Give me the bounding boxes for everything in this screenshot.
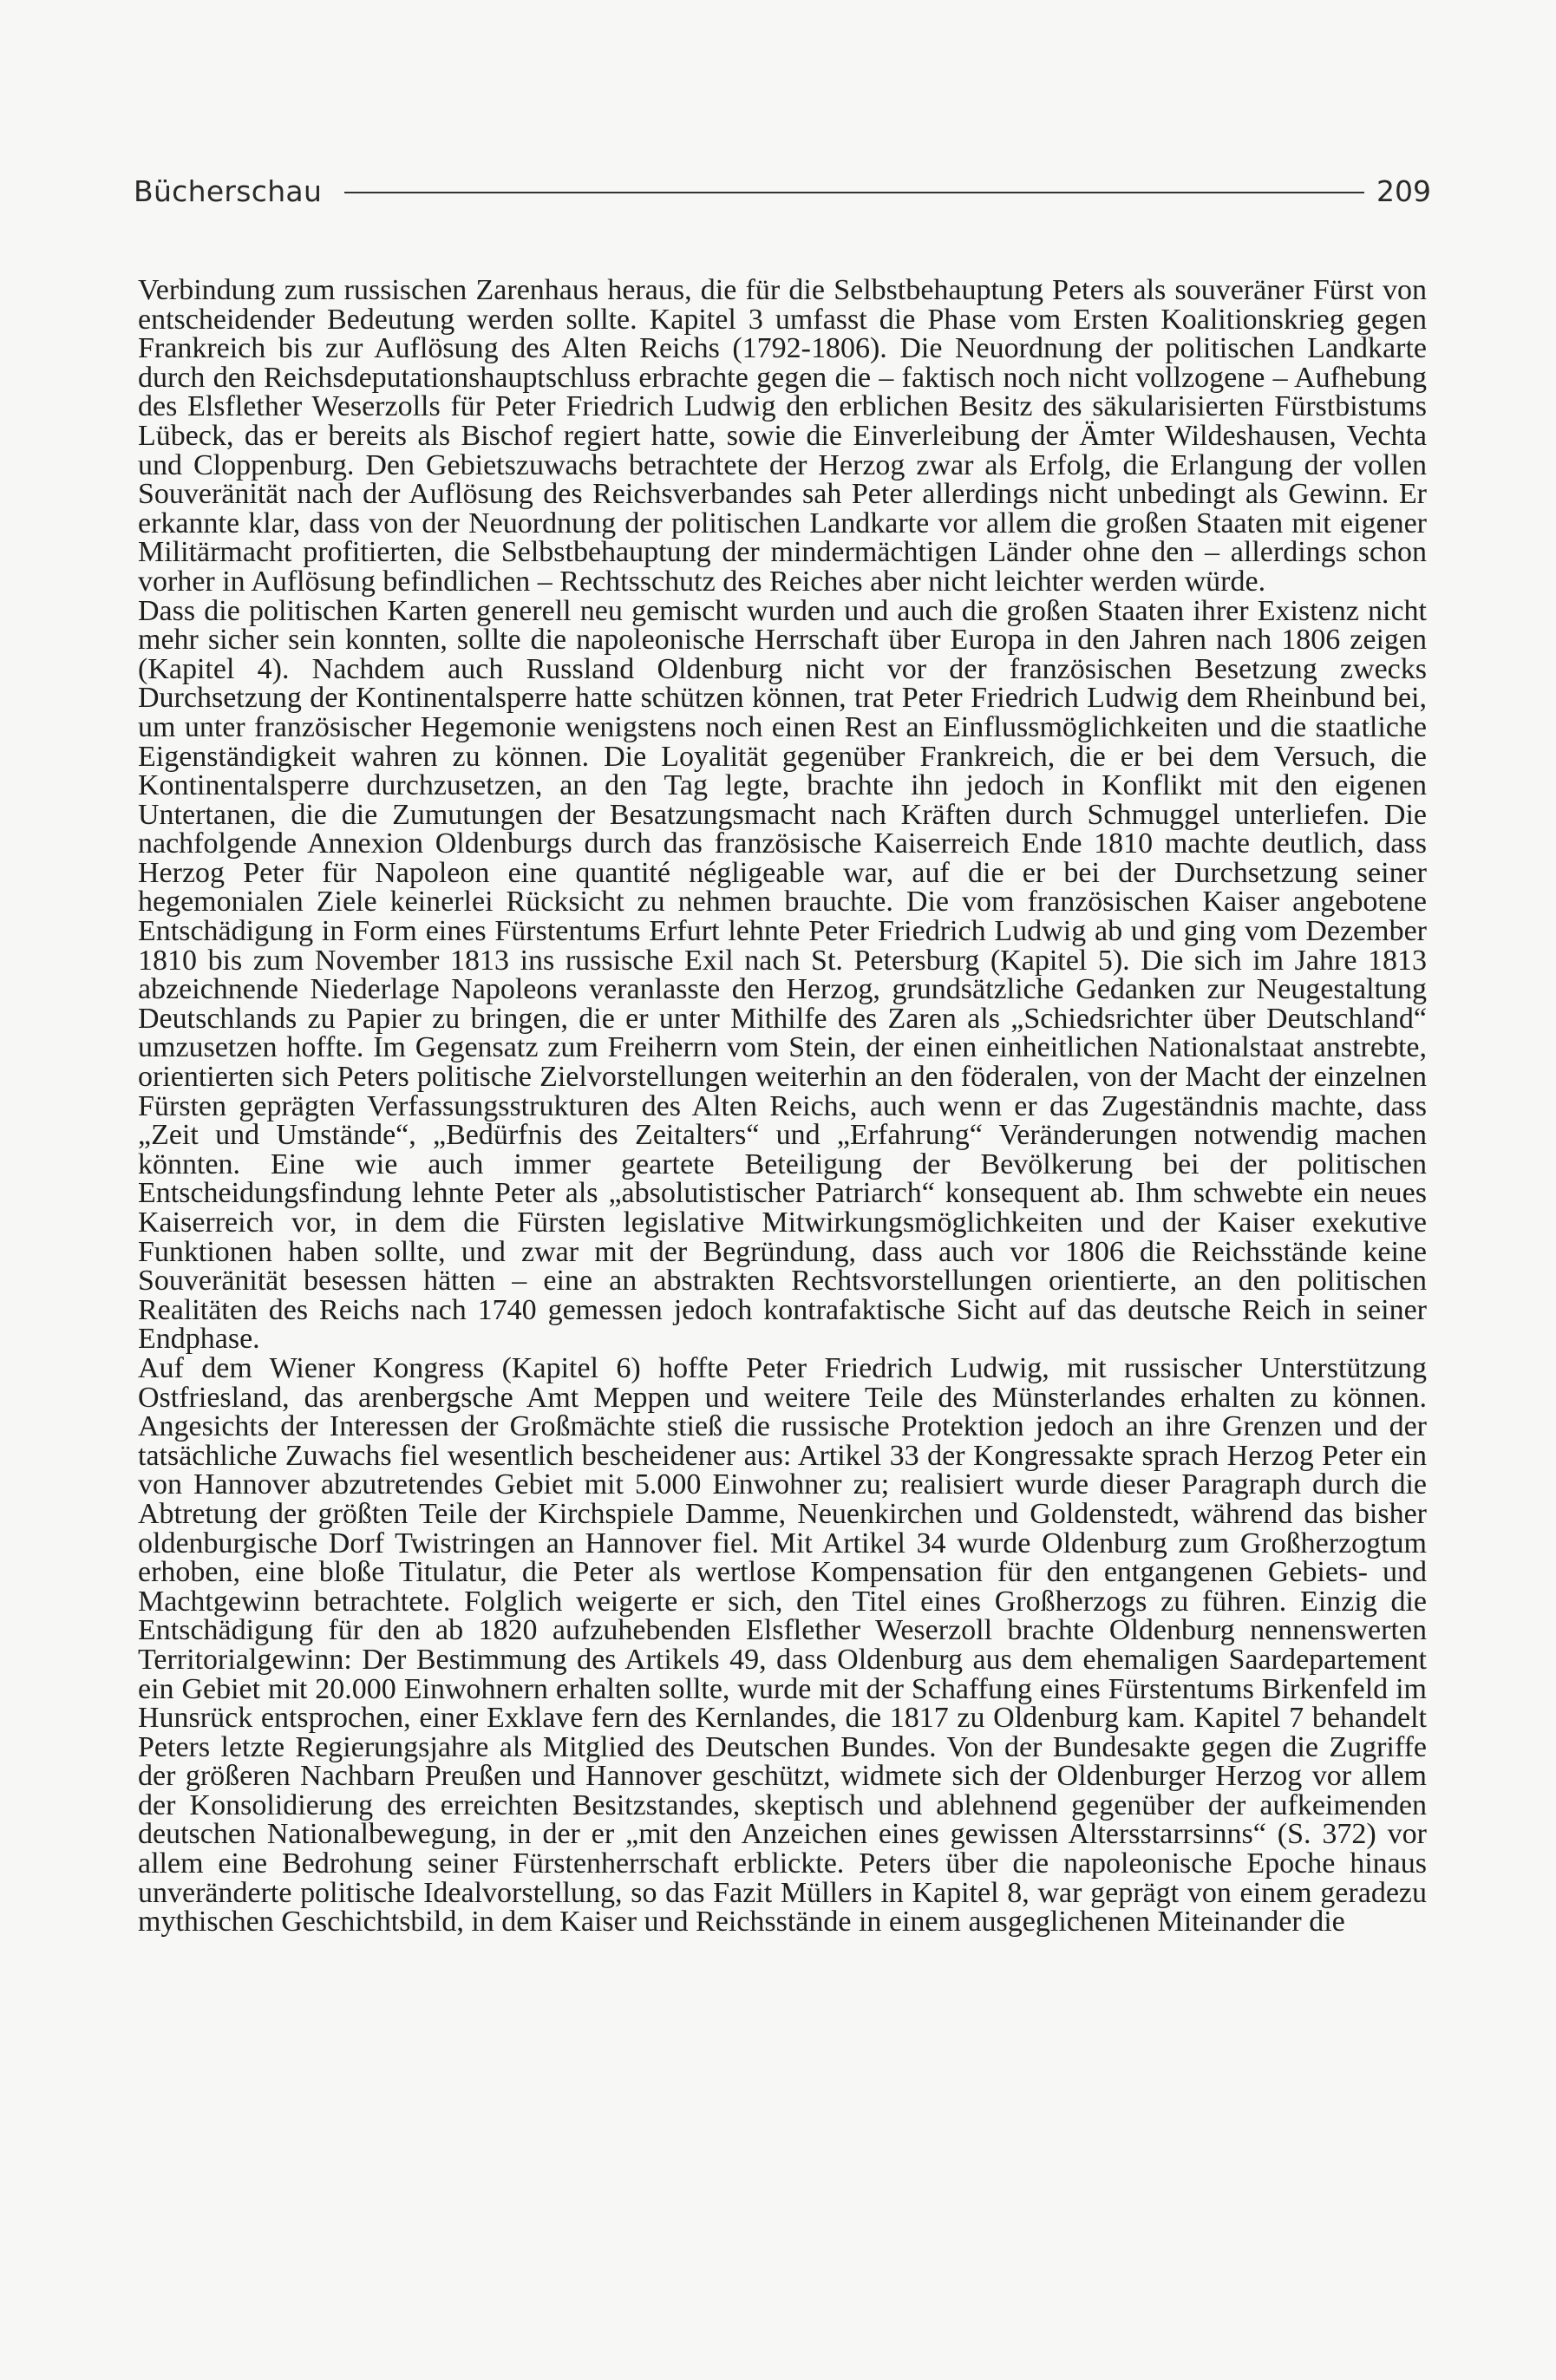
paragraph-2: Dass die politischen Karten generell neu gemischt wurden und auch die großen Staaten ihrer Existenz nicht mehr sicher sein konnten, sollte die napoleonische Herrschaft über Europa in den Jahren nach 1806 zeigen (Kapitel 4). Nachdem auch Russland Oldenburg nicht vor der französischen Besetzung zwecks Durchsetzung der Kontinentalsperre hatte schützen können, trat Peter Friedrich Ludwig dem Rheinbund bei, um unter französischer Hegemonie wenigstens noch einen Rest an Einflussmöglichkeiten und die staatliche Eigenständigkeit wahren zu können. Die Loyalität gegenüber Frankreich, die er bei dem Versuch, die Kontinentalsperre durchzusetzen, an den Tag legte, brachte ihn jedoch in Konflikt mit den eigenen Untertanen, die die Zumutungen der Besatzungsmacht nach Kräften durch Schmuggel unterliefen. Die nachfolgende Annexion Oldenburgs durch das französische Kaiserreich Ende 1810 machte deutlich, dass Herzog Peter für Napoleon eine quantité négligeable war, auf die er bei der Durchsetzung seiner hegemonialen Ziele keinerlei Rücksicht zu nehmen brauchte. Die vom französischen Kaiser angebotene Entschädigung in Form eines Fürstentums Erfurt lehnte Peter Friedrich Ludwig ab und ging vom Dezember 1810 bis zum November 1813 ins russische Exil nach St. Petersburg (Kapitel 5). Die sich im Jahre 1813 abzeichnende Niederlage Napoleons veranlasste den Herzog, grundsätzliche Gedanken zur Neugestaltung Deutschlands zu Papier zu bringen, die er unter Mithilfe des Zaren als „Schiedsrichter über Deutschland“ umzusetzen hoffte. Im Gegensatz zum Freiherrn vom Stein, der einen einheitlichen Nationalstaat anstrebte, orientierten sich Peters politische Zielvorstellungen weiterhin an den föderalen, von der Macht der einzelnen Fürsten geprägten Verfassungsstrukturen des Alten Reichs, auch wenn er das Zugeständnis machte, dass „Zeit und Umstände“, „Bedürfnis des Zeitalters“ und „Erfahrung“ Veränderungen notwendig machen könnten. Eine wie auch immer geartete Beteiligung der Bevölkerung bei der politischen Entscheidungsfindung lehnte Peter als „absolutistischer Patriarch“ konsequent ab. Ihm schwebte ein neues Kaiserreich vor, in dem die Fürsten legislative Mitwirkungsmöglichkeiten und der Kaiser exekutive Funktionen haben sollte, und zwar mit der Begründung, dass auch vor 1806 die Reichsstände keine Souveränität besessen hätten – eine an abstrakten Rechtsvorstellungen orientierte, an den politischen Realitäten des Reichs nach 1740 gemessen jedoch kontrafaktische Sicht auf das deutsche Reich in seiner Endphase. [138,594,1427,1356]
page-number: 209 [1376,173,1431,208]
paragraph-3: Auf dem Wiener Kongress (Kapitel 6) hoffte Peter Friedrich Ludwig, mit russischer Unterstützung Ostfriesland, das arenbergsche Amt Meppen und weitere Teile des Münsterlandes erhalten zu können. Angesichts der Interessen der Großmächte stieß die russische Protektion jedoch an ihre Grenzen und der tatsächliche Zuwachs fiel wesentlich bescheidener aus: Artikel 33 der Kongressakte sprach Herzog Peter ein von Hannover abzutretendes Gebiet mit 5.000 Einwohner zu; realisiert wurde dieser Paragraph durch die Abtretung der größten Teile der Kirchspiele Damme, Neuenkirchen und Goldenstedt, während das bisher oldenburgische Dorf Twistringen an Hannover fiel. Mit Artikel 34 wurde Oldenburg zum Großherzogtum erhoben, eine bloße Titulatur, die Peter als wertlose Kompensation für den entgangenen Gebiets- und Machtgewinn betrachtete. Folglich weigerte er sich, den Titel eines Großherzogs zu führen. Einzig die Entschädigung für den ab 1820 aufzuhebenden Elsflether Weserzoll brachte Oldenburg nennenswerten Territorialgewinn: Der Bestimmung des Artikels 49, dass Oldenburg aus dem ehemaligen Saardepartement ein Gebiet mit 20.000 Einwohnern erhalten sollte, wurde mit der Schaffung eines Fürstentums Birkenfeld im Hunsrück entsprochen, einer Exklave fern des Kernlandes, die 1817 zu Oldenburg kam. Kapitel 7 behandelt Peters letzte Regierungsjahre als Mitglied des Deutschen Bundes. Von der Bundesakte gegen die Zugriffe der größeren Nachbarn Preußen und Hannover geschützt, widmete sich der Oldenburger Herzog vor allem der Konsolidierung des erreichten Besitzstandes, skeptisch und ablehnend gegenüber der aufkeimenden deutschen Nationalbewegung, in der er „mit den Anzeichen eines gewissen Altersstarrsinns“ (S. 372) vor allem eine Bedrohung seiner Fürstenherrschaft erblickte. Peters über die napoleonische Epoche hinaus unveränderte politische Idealvorstellung, so das Fazit Müllers in Kapitel 8, war geprägt von einem geradezu mythischen Geschichtsbild, in dem Kaiser und Reichsstände in einem ausgeglichenen Miteinander die [138,1351,1427,1939]
header-rule [344,192,1364,193]
body-text [138,276,1427,1937]
page-header [134,165,1431,217]
running-head: Bücherschau [134,173,323,208]
paragraph-1: Verbindung zum russischen Zarenhaus heraus, die für die Selbstbehauptung Peters als souveräner Fürst von entscheidender Bedeutung werden sollte. Kapitel 3 umfasst die Phase vom Ersten Koalitionskrieg gegen Frankreich bis zur Auflösung des Alten Reichs (1792-1806). Die Neuordnung der politischen Landkarte durch den Reichsdeputationshauptschluss erbrachte gegen die – faktisch noch nicht vollzogene – Aufhebung des Elsflether Weserzolls für Peter Friedrich Ludwig den erblichen Besitz des säkularisierten Fürstbistums Lübeck, das er bereits als Bischof regiert hatte, sowie die Einverleibung der Ämter Wildeshausen, Vechta und Cloppenburg. Den Gebietszuwachs betrachtete der Herzog zwar als Erfolg, die Erlangung der vollen Souveränität nach der Auflösung des Reichsverbandes sah Peter allerdings nicht unbedingt als Gewinn. Er erkannte klar, dass von der Neuordnung der politischen Landkarte vor allem die großen Staaten mit eigener Militärmacht profitierten, die Selbstbehauptung der mindermächtigen Länder ohne den – allerdings schon vorher in Auflösung befindlichen – Rechtsschutz des Reiches aber nicht leichter werden würde. [138,274,1427,598]
